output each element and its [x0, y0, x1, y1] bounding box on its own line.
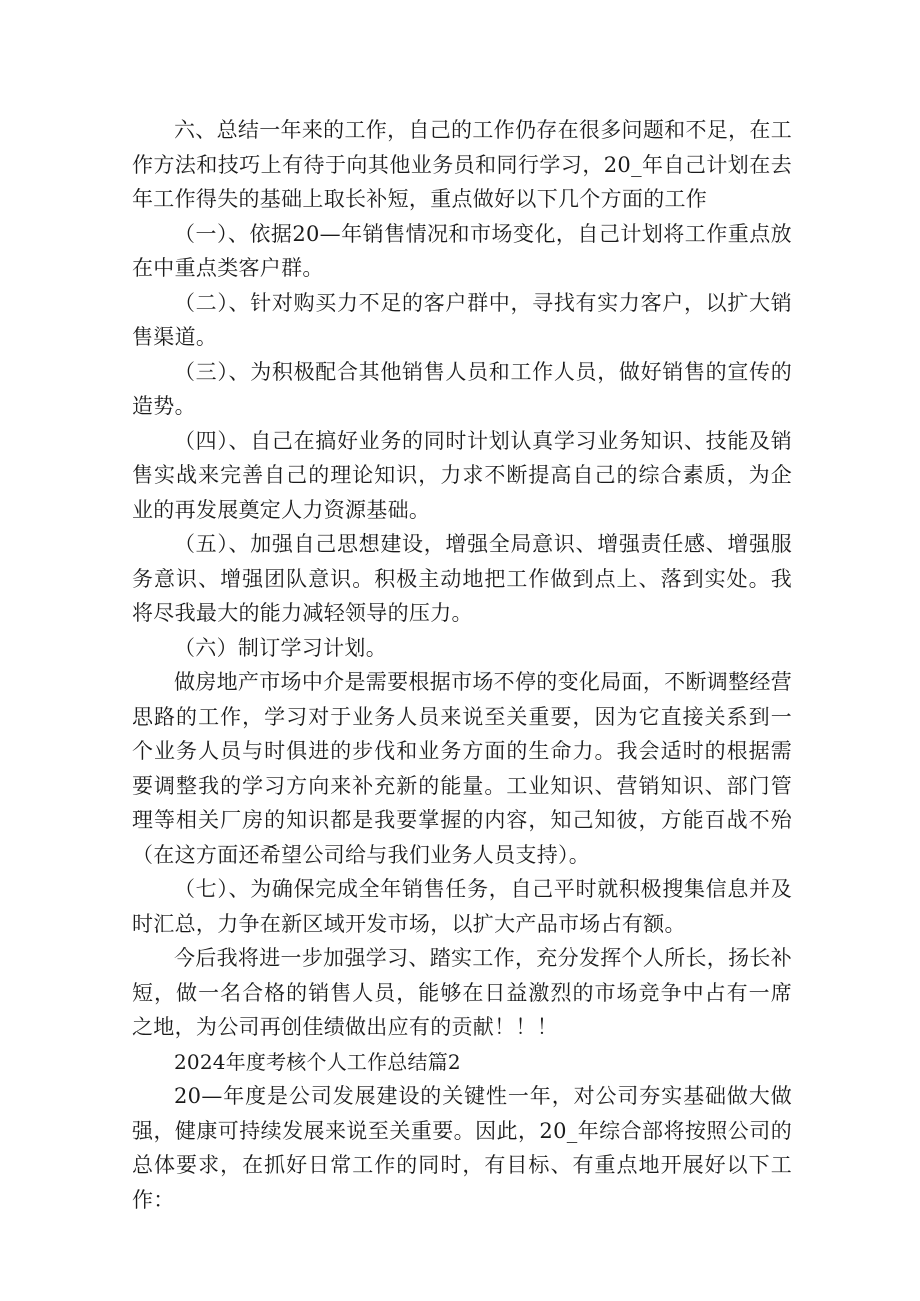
document-body: [132, 113, 792, 1217]
paragraph-conclusion: 今后我将进一步加强学习、踏实工作，充分发挥个人所长，扬长补短，做一名合格的销售人员，能够在日益激烈的市场竞争中占有一席之地，为公司再创佳绩做出应有的贡献！！！: [132, 946, 792, 1039]
paragraph-item-5: （五）、加强自己思想建设，增强全局意识、增强责任感、增强服务意识、增强团队意识。积极主动地把工作做到点上、落到实处。我将尽我最大的能力减轻领导的压力。: [132, 532, 792, 625]
paragraph-summary-intro: 六、总结一年来的工作，自己的工作仍存在很多问题和不足，在工作方法和技巧上有待于向其他业务员和同行学习，20_年自己计划在去年工作得失的基础上取长补短，重点做好以下几个方面的工作: [132, 118, 792, 211]
paragraph-item-2: （二）、针对购买力不足的客户群中，寻找有实力客户，以扩大销售渠道。: [132, 290, 792, 349]
paragraph-item-6: （六）制订学习计划。: [174, 635, 387, 660]
paragraph-item-1: （一）、依据20—年销售情况和市场变化，自己计划将工作重点放在中重点类客户群。: [132, 221, 792, 280]
section-heading: 2024年度考核个人工作总结篇2: [174, 1049, 461, 1074]
paragraph-part2-intro: 20—年度是公司发展建设的关键性一年，对公司夯实基础做大做强，健康可持续发展来说至关重要。因此，20_年综合部将按照公司的总体要求，在抓好日常工作的同时，有目标、有重点地开展好以下工作：: [132, 1084, 792, 1212]
paragraph-item-7: （七）、为确保完成全年销售任务，自己平时就积极搜集信息并及时汇总，力争在新区域开发市场，以扩大产品市场占有额。: [132, 877, 792, 936]
paragraph-item-4: （四）、自己在搞好业务的同时计划认真学习业务知识、技能及销售实战来完善自己的理论知识，力求不断提高自己的综合素质，为企业的再发展奠定人力资源基础。: [132, 428, 792, 522]
paragraph-study-plan: 做房地产市场中介是需要根据市场不停的变化局面，不断调整经营思路的工作，学习对于业务人员来说至关重要，因为它直接关系到一个业务人员与时俱进的步伐和业务方面的生命力。我会适时的根据需要调整我的学习方向来补充新的能量。工业知识、营销知识、部门管理等相关厂房的知识都是我要掌握的内容，知己知彼，方能百战不殆（在这方面还希望公司给与我们业务人员支持）。: [132, 670, 792, 867]
paragraph-item-3: （三）、为积极配合其他销售人员和工作人员，做好销售的宣传的造势。: [132, 359, 792, 418]
